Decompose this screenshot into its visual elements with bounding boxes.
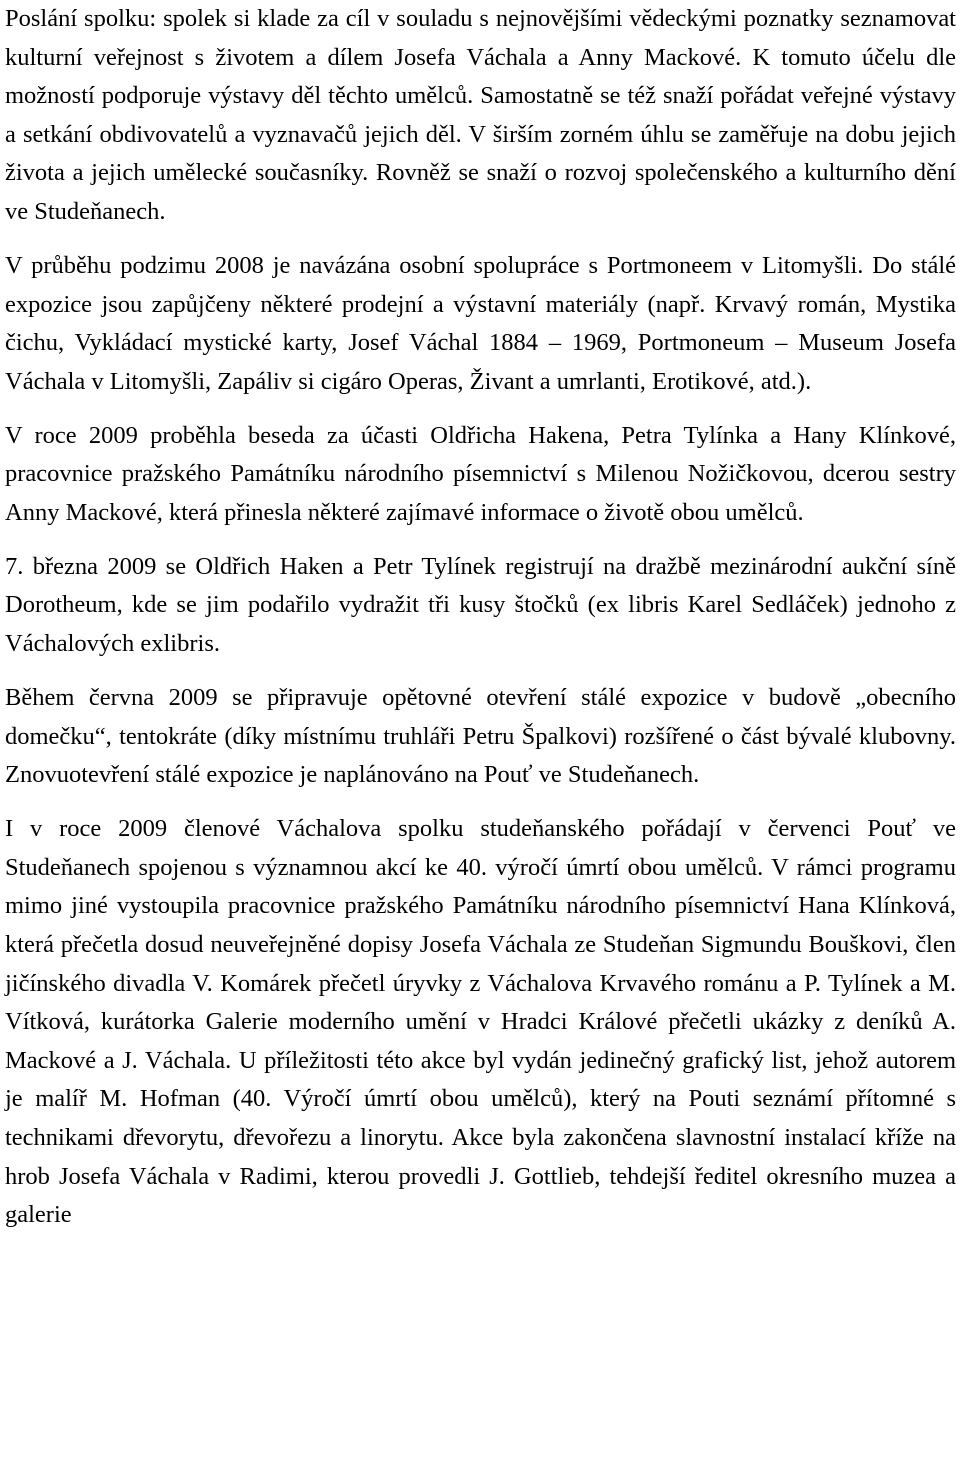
paragraph-auction-2009: 7. března 2009 se Oldřich Haken a Petr Tylínek registrují na dražbě mezinárodní aukční síně Dorotheum, kde se jim podařilo vydražit tři kusy štočků (ex libris Karel Sedláček) jednoho z Váchalových exlibris. bbox=[5, 552, 956, 658]
paragraph-exhibition-reopening: Během června 2009 se připravuje opětovné otevření stálé expozice v budově „obecního domečku“, tentokráte (díky místnímu truhláři Petru Špalkovi) rozšířené o část bývalé klubovny. Znovuotevření stálé expozice je naplánováno na Pouť ve Studeňanech. bbox=[5, 684, 956, 789]
paragraph-anniversary-pilgrimage: I v roce 2009 členové Váchalova spolku studeňanského pořádají v červenci Pouť ve Studeňanech spojenou s významnou akcí ke 40. výročí úmrtí obou umělců. V rámci programu mimo jiné vystoupila pracovnice pražského Památníku národního písemnictví Hana Klínková, která přečetla dosud neuveřejněné dopisy Josefa Váchala ze Studeňan Sigmundu Bouškovi, člen jičínského divadla V. Komárek přečetl úryvky z Váchalova Krvavého románu a P. Tylínek a M. Vítková, kurátorka Galerie moderního umění v Hradci Králové přečetli ukázky z deníků A. Mackové a J. Váchala. U příležitosti této akce byl vydán jedinečný grafický list, jehož autorem je malíř M. Hofman (40. Výročí úmrtí obou umělců), který na Pouti seznámí přítomné s technikami dřevorytu, dřevořezu a linorytu. Akce byla zakončena slavnostní instalací kříže na hrob Josefa Váchala v Radimi, kterou provedli J. Gottlieb, tehdejší ředitel okresního muzea a galerie bbox=[5, 815, 956, 1229]
paragraph-mission: Poslání spolku: spolek si klade za cíl v souladu s nejnovějšími vědeckými poznatky seznamovat kulturní veřejnost s životem a dílem Josefa Váchala a Anny Mackové. K tomuto účelu dle možností podporuje výstavy děl těchto umělců. Samostatně se též snaží pořádat veřejné výstavy a setkání obdivovatelů a vyznavačů jejich děl. V širším zorném úhlu se zaměřuje na dobu jejich života a jejich umělecké současníky. Rovněž se snaží o rozvoj společenského a kulturního dění ve Studeňanech. bbox=[5, 5, 956, 225]
paragraph-discussion-2009: V roce 2009 proběhla beseda za účasti Oldřicha Hakena, Petra Tylínka a Hany Klínkové, pracovnice pražského Památníku národního písemnictví s Milenou Nožičkovou, dcerou sestry Anny Mackové, která přinesla některé zajímavé informace o životě obou umělců. bbox=[5, 421, 956, 526]
paragraph-autumn-2008: V průběhu podzimu 2008 je navázána osobní spolupráce s Portmoneem v Litomyšli. Do stálé expozice jsou zapůjčeny některé prodejní a výstavní materiály (např. Krvavý román, Mystika čichu, Vykládací mystické karty, Josef Váchal 1884 – 1969, Portmoneum – Museum Josefa Váchala v Litomyšli, Zapáliv si cigáro Operas, Živant a umrlanti, Erotikové, atd.). bbox=[5, 251, 956, 395]
